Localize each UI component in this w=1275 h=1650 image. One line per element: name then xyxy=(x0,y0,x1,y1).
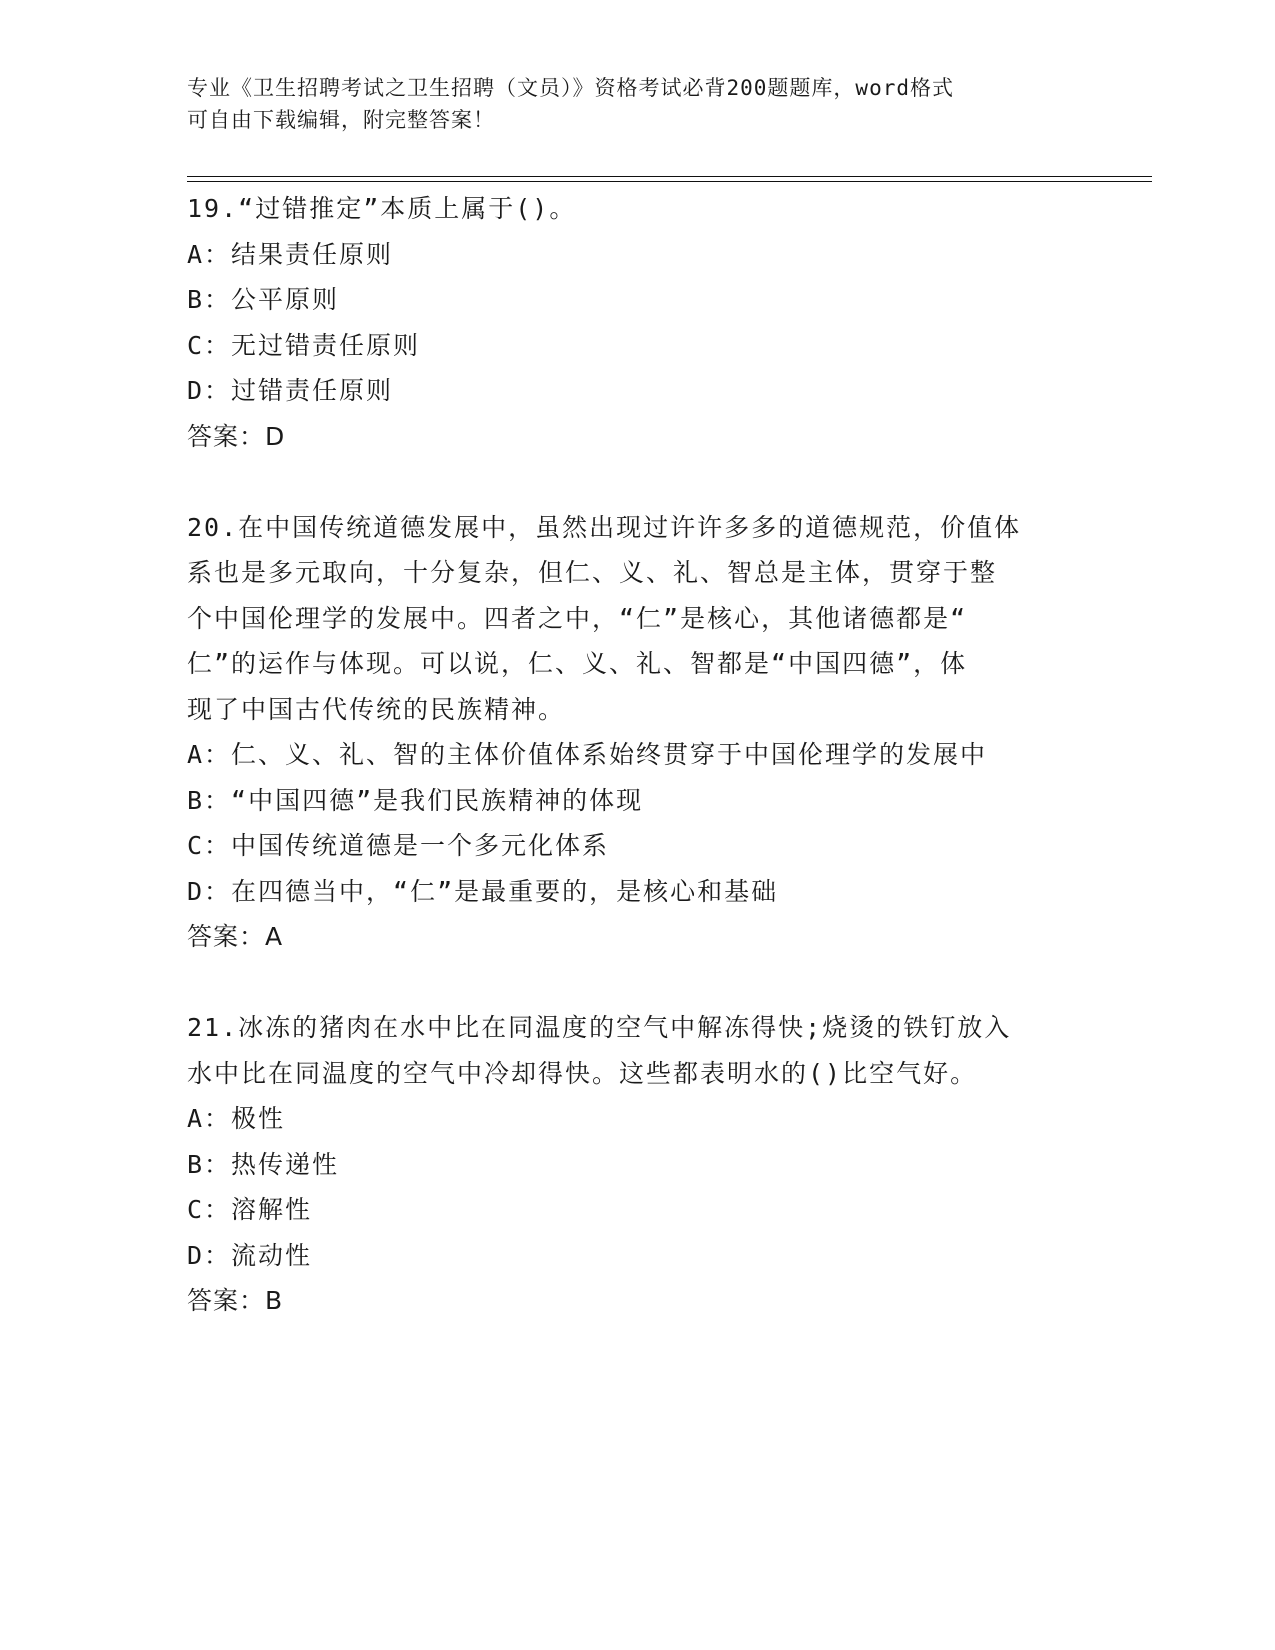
stem-line: 系也是多元取向，十分复杂，但仁、义、礼、智总是主体，贯穿于整 xyxy=(187,558,998,587)
option-b: B：公平原则 xyxy=(187,285,340,314)
option-b: B：“中国四德”是我们民族精神的体现 xyxy=(187,785,644,815)
option-a: A：极性 xyxy=(187,1104,286,1133)
option-d: D：流动性 xyxy=(187,1240,313,1270)
option-c: C：无过错责任原则 xyxy=(187,330,421,360)
header-line-1: 专业《卫生招聘考试之卫生招聘（文员）》资格考试必背200题题库，word格式 xyxy=(187,76,954,100)
stem-line: 个中国伦理学的发展中。四者之中，“仁”是核心，其他诸德都是“ xyxy=(187,603,968,633)
stem-line: 现了中国古代传统的民族精神。 xyxy=(187,694,566,724)
header-divider-bottom xyxy=(187,181,1152,182)
document-header xyxy=(187,72,1067,136)
question-19 xyxy=(187,186,1077,459)
option-a: A：仁、义、礼、智的主体价值体系始终贯穿于中国伦理学的发展中 xyxy=(187,740,988,769)
option-d: D：在四德当中，“仁”是最重要的，是核心和基础 xyxy=(187,876,779,906)
question-stem xyxy=(187,186,1077,232)
header-line-2: 可自由下载编辑，附完整答案！ xyxy=(187,108,495,132)
question-list xyxy=(187,186,1077,1324)
question-20 xyxy=(187,505,1077,960)
answer-line: 答案：D xyxy=(187,421,286,451)
option-c: C：溶解性 xyxy=(187,1195,313,1224)
question-21 xyxy=(187,1005,1077,1324)
option-c: C：中国传统道德是一个多元化体系 xyxy=(187,831,610,860)
spacer xyxy=(187,459,1077,505)
stem-line: 仁”的运作与体现。可以说，仁、义、礼、智都是“中国四德”，体 xyxy=(187,649,968,678)
stem-line: 20.在中国传统道德发展中，虽然出现过许许多多的道德规范，价值体 xyxy=(187,512,1022,542)
option-b: B：热传递性 xyxy=(187,1149,340,1179)
stem-line: 水中比在同温度的空气中冷却得快。这些都表明水的()比空气好。 xyxy=(187,1058,978,1088)
stem-line: 19.“过错推定”本质上属于()。 xyxy=(187,194,577,223)
option-a: A：结果责任原则 xyxy=(187,239,394,269)
stem-line: 21.冰冻的猪肉在水中比在同温度的空气中解冻得快;烧烫的铁钉放入 xyxy=(187,1013,1012,1042)
answer-line: 答案：A xyxy=(187,922,284,951)
question-stem xyxy=(187,505,1077,733)
option-d: D：过错责任原则 xyxy=(187,376,394,405)
answer-line: 答案：B xyxy=(187,1286,284,1315)
header-divider-top xyxy=(187,176,1152,177)
question-stem xyxy=(187,1005,1077,1096)
spacer xyxy=(187,960,1077,1006)
